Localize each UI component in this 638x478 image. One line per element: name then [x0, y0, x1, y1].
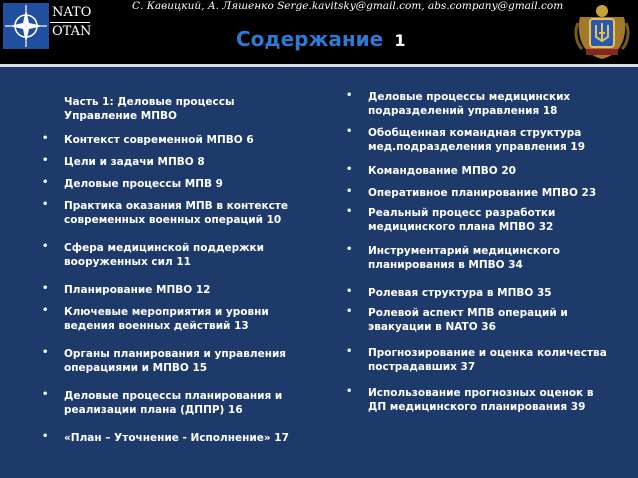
bullet-icon: •	[346, 126, 353, 137]
list-item-line1: Деловые процессы планирования и	[64, 390, 283, 402]
bullet-icon: •	[42, 241, 49, 252]
nato-compass-icon	[3, 3, 49, 49]
list-item-line1: Командование МПВО 20	[368, 165, 516, 177]
list-item-line2: мед.подразделения управления 19	[368, 141, 586, 153]
bullet-icon: •	[346, 306, 353, 317]
bullet-icon: •	[42, 133, 49, 144]
list-item-line1: Ролевой аспект МПВ операций и	[368, 307, 568, 319]
list-item-line1: Деловые процессы медицинских	[368, 91, 571, 103]
nato-label: NATO	[52, 5, 92, 20]
bullet-icon: •	[346, 90, 353, 101]
list-item-line1: Ключевые мероприятия и уровни	[64, 306, 269, 318]
nato-wordmark	[50, 5, 91, 40]
list-item-line1: Прогнозирование и оценка количества	[368, 347, 607, 359]
bullet-icon: •	[346, 206, 353, 217]
bullet-icon: •	[42, 347, 49, 358]
bullet-icon: •	[346, 346, 353, 357]
list-item-line1: Оперативное планирование МПВО 23	[368, 187, 597, 199]
list-item-line2: эвакуации в NATO 36	[368, 321, 496, 333]
list-item-line2: реализации плана (ДППР) 16	[64, 404, 243, 416]
list-item-line1: Обобщенная командная структура	[368, 127, 582, 139]
title-row	[236, 27, 405, 51]
bullet-icon: •	[42, 155, 49, 166]
list-item-line1: Использование прогнозных оценок в	[368, 387, 594, 399]
bullet-icon: •	[346, 386, 353, 397]
header-divider	[0, 64, 638, 67]
list-item-line1: Практика оказания МПВ в контексте	[64, 200, 289, 212]
bullet-icon: •	[42, 431, 49, 442]
list-item-line1: Органы планирования и управления	[64, 348, 287, 360]
section-heading-line2: Управление МПВО	[64, 110, 177, 122]
list-item-line1: Планирование МПВО 12	[64, 284, 211, 296]
list-item-line1: «План – Уточнение - Исполнение» 17	[64, 432, 289, 444]
list-item-line2: пострадавших 37	[368, 361, 476, 373]
bullet-icon: •	[42, 199, 49, 210]
list-item-line1: Ролевая структура в МПВО 35	[368, 287, 552, 299]
list-item-line2: вооруженных сил 11	[64, 256, 191, 268]
page-title: Содержание	[236, 27, 384, 51]
page-number: 1	[394, 31, 406, 50]
ukraine-coat-of-arms-icon	[572, 3, 632, 61]
authors-line: С. Кавицкий, А. Ляшенко Serge.kavitsky@gmail.com, abs.company@gmail.com	[132, 0, 564, 12]
list-item-line2: ДП медицинского планирования 39	[368, 401, 586, 413]
list-item-line1: Цели и задачи МПВО 8	[64, 156, 205, 168]
list-item-line1: Деловые процессы МПВ 9	[64, 178, 223, 190]
list-item-line2: операциями и МПВО 15	[64, 362, 208, 374]
list-item-line2: современных военных операций 10	[64, 214, 282, 226]
bullet-icon: •	[42, 305, 49, 316]
bullet-icon: •	[346, 244, 353, 255]
otan-label: OTAN	[52, 24, 92, 39]
bullet-icon: •	[42, 389, 49, 400]
section-heading-line1: Часть 1: Деловые процессы	[64, 96, 235, 108]
list-item-line2: планирования в МПВО 34	[368, 259, 523, 271]
list-item-line1: Реальный процесс разработки	[368, 207, 556, 219]
list-item-line2: ведения военных действий 13	[64, 320, 249, 332]
nato-divider	[50, 22, 90, 23]
bullet-icon: •	[346, 164, 353, 175]
list-item-line1: Контекст современной МПВО 6	[64, 134, 254, 146]
bullet-icon: •	[346, 286, 353, 297]
list-item-line1: Инструментарий медицинского	[368, 245, 560, 257]
header-bar	[0, 0, 638, 64]
bullet-icon: •	[42, 283, 49, 294]
list-item-line2: медицинского плана МПВО 32	[368, 221, 554, 233]
list-item-line2: подразделений управления 18	[368, 105, 558, 117]
bullet-icon: •	[346, 186, 353, 197]
bullet-icon: •	[42, 177, 49, 188]
list-item-line1: Сфера медицинской поддержки	[64, 242, 265, 254]
